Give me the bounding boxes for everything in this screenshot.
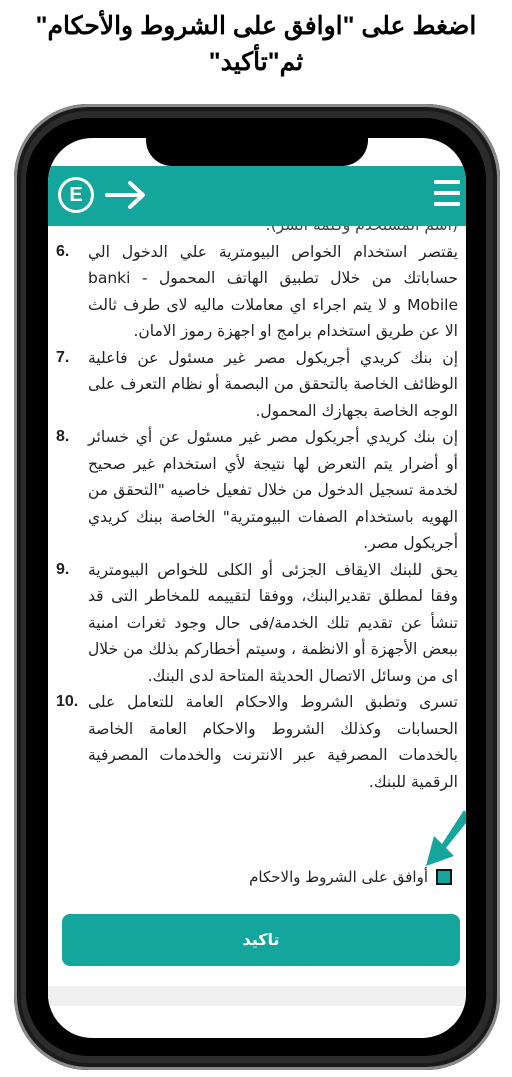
hamburger-menu-icon[interactable]: [434, 180, 460, 210]
instruction-line-2: ثم"تأكيد": [208, 48, 304, 76]
instruction-text: [0, 8, 512, 80]
logo-icon: E: [58, 177, 94, 213]
term-number: 9.: [56, 560, 70, 578]
term-item: [56, 689, 458, 795]
phone-screen: [48, 138, 466, 1038]
confirm-button[interactable]: تاكيد: [62, 914, 460, 966]
agree-label: أوافق على الشروط والاحكام: [249, 868, 428, 886]
term-text: يقتصر استخدام الخواص البيومترية علي الدخول الي حساباتك من خلال تطبيق الهاتف المحمول - banki Mobile و لا يتم اجراء اي معاملات ماليه لاى طرف ثالث الا عن طريق استخدام برامج او اجهزة رموز الامان.: [88, 242, 458, 340]
arrow-right-icon[interactable]: [104, 178, 148, 212]
term-text: تسرى وتطبق الشروط والاحكام العامة للتعامل على الحسابات وكذلك الشروط والاحكام العامة الخاصة بالخدمات المصرفية عبر الانترنت والخدمات المصرفية الرقمية للبنك.: [88, 693, 458, 791]
footer-bar: [48, 986, 466, 1006]
terms-scroll-area[interactable]: [48, 212, 466, 916]
term-text: يحق للبنك الايقاف الجزئى أو الكلى للخواص البيومترية وفقا لمطلق تقديرالبنك، ووفقا لتقييمه للمخاطر التى قد تنشأ عن تقديم تلك الخدمة/فى حال وجود ثغرات امنية ببعض الأجهزة أو الانظمة ، وسيتم أخطاركم بذلك من خلال اى من وسائل الاتصال الحديثة المتاحة لدى البنك.: [88, 560, 458, 685]
term-item: [56, 345, 458, 425]
agree-checkbox[interactable]: [436, 869, 452, 885]
instruction-line-1: اضغط على "اوافق على الشروط والأحكام": [35, 12, 477, 40]
term-number: 6.: [56, 242, 70, 260]
term-item: [56, 239, 458, 345]
term-item: [56, 557, 458, 690]
term-number: 10.: [56, 693, 79, 710]
phone-notch: [146, 124, 368, 166]
term-number: 7.: [56, 348, 70, 366]
terms-list: [56, 212, 458, 795]
term-number: 8.: [56, 428, 70, 445]
term-text: إن بنك كريدي أجريكول مصر غير مسئول عن فاعلية الوظائف الخاصة بالتحقق من البصمة أو نظام التعرف على الوجه الخاصة بجهازك المحمول.: [88, 348, 458, 420]
app-header: [48, 166, 466, 226]
pointer-arrow-icon: [424, 808, 466, 868]
term-item: [56, 424, 458, 557]
agree-row[interactable]: [249, 868, 452, 886]
term-text: إن بنك كريدي أجريكول مصر غير مسئول عن أي خسائر أو أضرار يتم التعرض لها نتيجة لأي استخدام غير صحيح لخدمة تسجيل الدخول من خلال تفعيل خاصيه "التحقق من الهويه باستخدام الصفات البيومترية" الخاصة ببنك كريدي أجريكول مصر.: [88, 428, 458, 552]
